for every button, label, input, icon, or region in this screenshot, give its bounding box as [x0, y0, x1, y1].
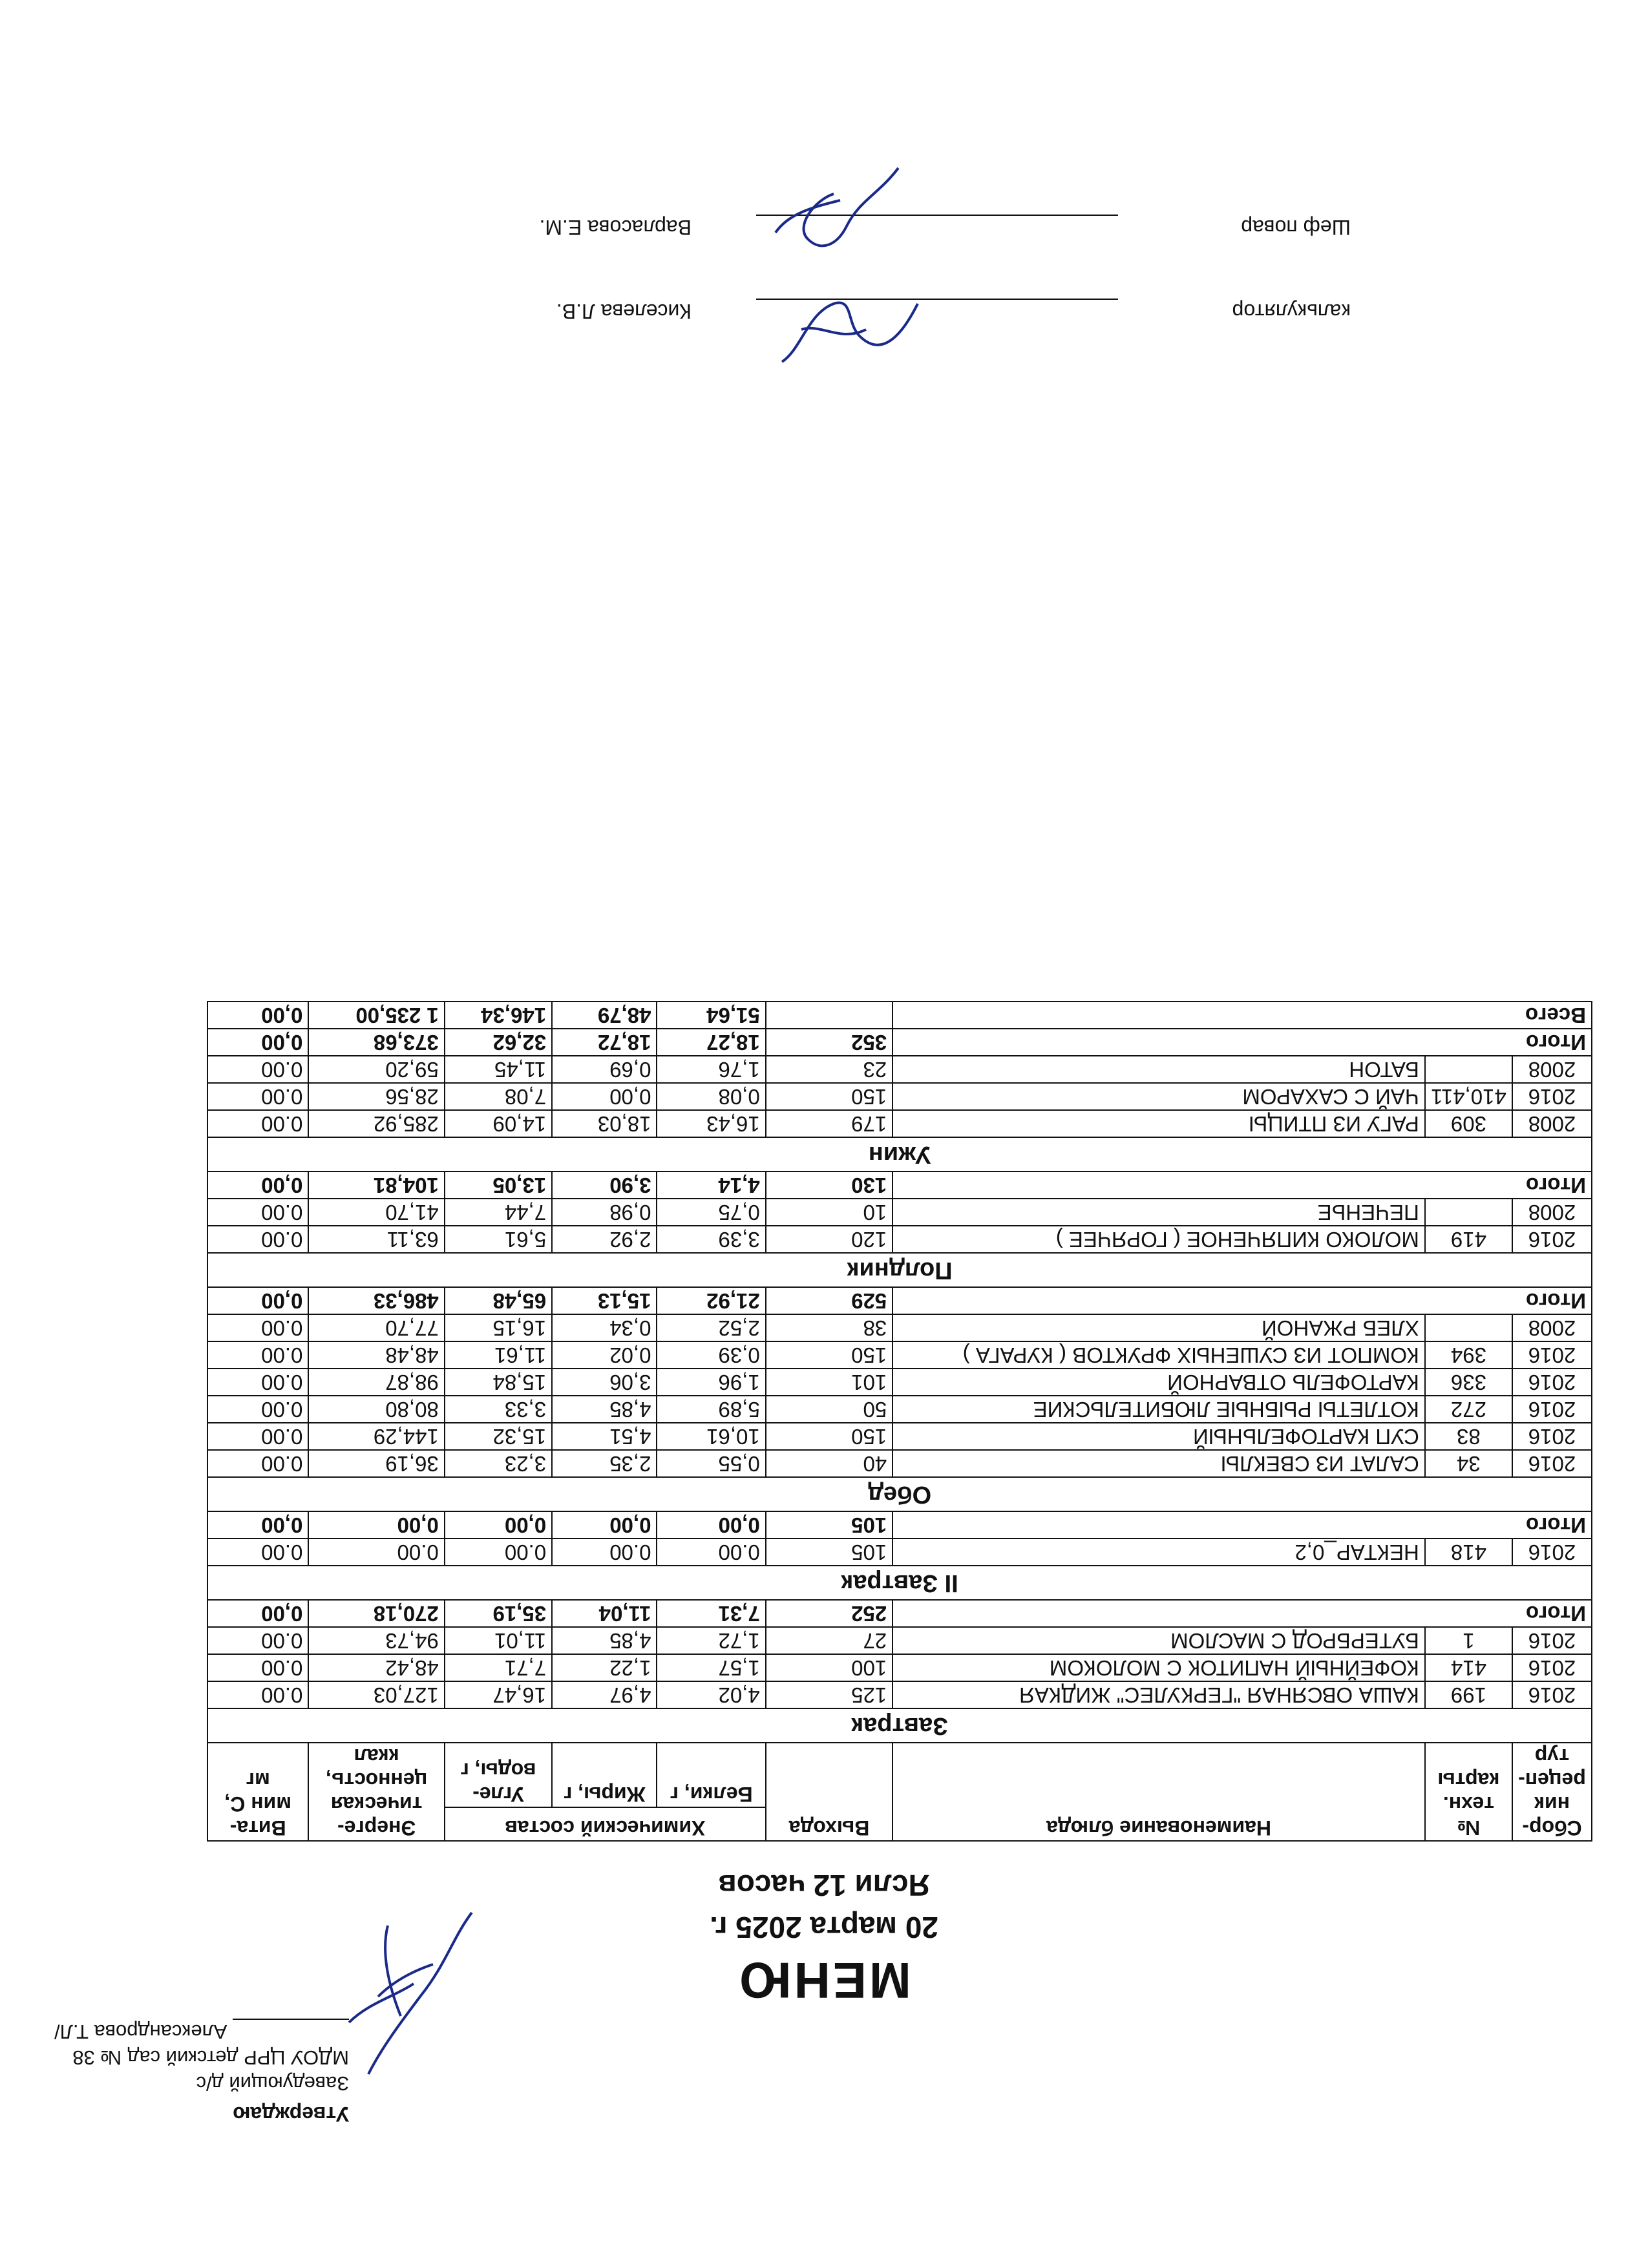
carb-cell: 5,61 [445, 1226, 552, 1253]
output-cell: 120 [766, 1226, 893, 1253]
card-cell: 336 [1425, 1369, 1512, 1396]
section-total-row [207, 1600, 1592, 1627]
total-out-cell: 130 [766, 1171, 893, 1199]
vitamin-cell: 0.00 [207, 1110, 308, 1137]
total-label-cell: Итого [893, 1287, 1592, 1314]
table-row [207, 1450, 1592, 1477]
energy-cell: 127,03 [308, 1681, 444, 1708]
chef-name: Варласова Е.М. [539, 216, 692, 239]
total-v-cell: 0,00 [207, 1600, 308, 1627]
card-cell [1425, 1314, 1512, 1341]
chef-role: Шеф повар [1241, 216, 1351, 239]
section-title: Завтрак [207, 1708, 1592, 1743]
dish-name-cell: НЕКТАР_0,2 [893, 1538, 1425, 1566]
carb-cell: 0.00 [445, 1538, 552, 1566]
carb-cell: 7,08 [445, 1083, 552, 1110]
collection-cell: 2016 [1512, 1627, 1592, 1654]
fat-cell: 18,03 [552, 1110, 657, 1137]
fat-cell: 4,85 [552, 1396, 657, 1423]
energy-cell: 0.00 [308, 1538, 444, 1566]
total-e-cell: 373,68 [308, 1029, 444, 1056]
vitamin-cell: 0.00 [207, 1314, 308, 1341]
total-f-cell: 3,90 [552, 1171, 657, 1199]
grand-total-f-cell: 48,79 [552, 1002, 657, 1029]
card-cell: 309 [1425, 1110, 1512, 1137]
menu-title: МЕНЮ [737, 1952, 911, 2009]
total-v-cell: 0,00 [207, 1511, 308, 1538]
output-cell: 40 [766, 1450, 893, 1477]
protein-cell: 16,43 [657, 1110, 765, 1137]
col-header-carb: Угле-воды, г [445, 1743, 552, 1807]
dish-name-cell: ПЕЧЕНЬЕ [893, 1199, 1425, 1226]
table-row [207, 1110, 1592, 1137]
total-c-cell: 65,48 [445, 1287, 552, 1314]
section-header-row [207, 1137, 1592, 1171]
carb-cell: 15,32 [445, 1423, 552, 1450]
table-row [207, 1538, 1592, 1566]
total-f-cell: 0,00 [552, 1511, 657, 1538]
fat-cell: 4,85 [552, 1627, 657, 1654]
energy-cell: 285,92 [308, 1110, 444, 1137]
carb-cell: 16,47 [445, 1681, 552, 1708]
table-row [207, 1056, 1592, 1083]
card-cell [1425, 1199, 1512, 1226]
vitamin-cell: 0.00 [207, 1083, 308, 1110]
fat-cell: 0,69 [552, 1056, 657, 1083]
total-c-cell: 13,05 [445, 1171, 552, 1199]
collection-cell: 2008 [1512, 1110, 1592, 1137]
grand-total-e-cell: 1 235,00 [308, 1002, 444, 1029]
section-total-row [207, 1029, 1592, 1056]
protein-cell: 1,76 [657, 1056, 765, 1083]
approval-title: Утверждаю [233, 2103, 349, 2126]
dish-name-cell: КАРТОФЕЛЬ ОТВАРНОЙ [893, 1369, 1425, 1396]
section-title: Полдник [207, 1253, 1592, 1287]
dish-name-cell: БУТЕРБРОД С МАСЛОМ [893, 1627, 1425, 1654]
output-cell: 125 [766, 1681, 893, 1708]
table-row [207, 1341, 1592, 1369]
total-f-cell: 15,13 [552, 1287, 657, 1314]
energy-cell: 144,29 [308, 1423, 444, 1450]
vitamin-cell: 0.00 [207, 1056, 308, 1083]
energy-cell: 36,19 [308, 1450, 444, 1477]
protein-cell: 0,55 [657, 1450, 765, 1477]
vitamin-cell: 0.00 [207, 1226, 308, 1253]
calculator-role: калькулятор [1232, 300, 1351, 323]
total-out-cell: 105 [766, 1511, 893, 1538]
collection-cell: 2016 [1512, 1369, 1592, 1396]
collection-cell: 2016 [1512, 1423, 1592, 1450]
dish-name-cell: КАША ОВСЯНАЯ "ГЕРКУЛЕС" ЖИДКАЯ [893, 1681, 1425, 1708]
total-out-cell: 352 [766, 1029, 893, 1056]
table-row [207, 1226, 1592, 1253]
dish-name-cell: КОФЕЙНЫЙ НАПИТОК С МОЛОКОМ [893, 1654, 1425, 1681]
energy-cell: 98,87 [308, 1369, 444, 1396]
carb-cell: 16,15 [445, 1314, 552, 1341]
output-cell: 23 [766, 1056, 893, 1083]
grand-total-label-cell: Всего [893, 1002, 1592, 1029]
table-row [207, 1199, 1592, 1226]
card-cell: 419 [1425, 1226, 1512, 1253]
table-row [207, 1423, 1592, 1450]
protein-cell: 1,96 [657, 1369, 765, 1396]
table-row [207, 1654, 1592, 1681]
approval-position: Заведующий д/с [196, 2072, 349, 2095]
energy-cell: 77,70 [308, 1314, 444, 1341]
total-e-cell: 0,00 [308, 1511, 444, 1538]
grand-total-row [207, 1002, 1592, 1029]
fat-cell: 0,00 [552, 1083, 657, 1110]
output-cell: 179 [766, 1110, 893, 1137]
col-header-collection: Сбор-ник рецеп-тур [1512, 1743, 1592, 1841]
approval-organization: МДОУ ЦРР детский сад № 38 [72, 2046, 349, 2069]
energy-cell: 59,20 [308, 1056, 444, 1083]
protein-cell: 0,08 [657, 1083, 765, 1110]
total-out-cell: 529 [766, 1287, 893, 1314]
card-cell: 34 [1425, 1450, 1512, 1477]
vitamin-cell: 0.00 [207, 1538, 308, 1566]
fat-cell: 0,34 [552, 1314, 657, 1341]
table-row [207, 1396, 1592, 1423]
table-row [207, 1369, 1592, 1396]
total-e-cell: 486,33 [308, 1287, 444, 1314]
total-p-cell: 21,92 [657, 1287, 765, 1314]
vitamin-cell: 0.00 [207, 1681, 308, 1708]
card-cell: 410,411 [1425, 1083, 1512, 1110]
output-cell: 27 [766, 1627, 893, 1654]
fat-cell: 2,92 [552, 1226, 657, 1253]
grand-total-v-cell: 0,00 [207, 1002, 308, 1029]
col-header-energy: Энерге-тическая ценность, ккал [308, 1743, 444, 1841]
protein-cell: 3,39 [657, 1226, 765, 1253]
total-p-cell: 7,31 [657, 1600, 765, 1627]
protein-cell: 0,75 [657, 1199, 765, 1226]
menu-table-body [207, 1002, 1592, 1743]
dish-name-cell: СУП КАРТОФЕЛЬНЫЙ [893, 1423, 1425, 1450]
protein-cell: 1,72 [657, 1627, 765, 1654]
output-cell: 101 [766, 1369, 893, 1396]
card-cell: 272 [1425, 1396, 1512, 1423]
section-header-row [207, 1477, 1592, 1511]
total-p-cell: 4,14 [657, 1171, 765, 1199]
energy-cell: 80,80 [308, 1396, 444, 1423]
collection-cell: 2008 [1512, 1199, 1592, 1226]
dish-name-cell: МОЛОКО КИПЯЧЕНОЕ ( ГОРЯЧЕЕ ) [893, 1226, 1425, 1253]
fat-cell: 0,02 [552, 1341, 657, 1369]
carb-cell: 7,71 [445, 1654, 552, 1681]
table-row [207, 1627, 1592, 1654]
section-header-row [207, 1253, 1592, 1287]
dish-name-cell: САЛАТ ИЗ СВЕКЛЫ [893, 1450, 1425, 1477]
col-header-output: Выхода [766, 1743, 893, 1841]
vitamin-cell: 0.00 [207, 1199, 308, 1226]
total-out-cell: 252 [766, 1600, 893, 1627]
total-label-cell: Итого [893, 1600, 1592, 1627]
menu-date: 20 марта 2025 г. [710, 1911, 938, 1944]
output-cell: 10 [766, 1199, 893, 1226]
output-cell: 50 [766, 1396, 893, 1423]
fat-cell: 0,98 [552, 1199, 657, 1226]
vitamin-cell: 0.00 [207, 1627, 308, 1654]
total-c-cell: 0,00 [445, 1511, 552, 1538]
output-cell: 150 [766, 1423, 893, 1450]
output-cell: 150 [766, 1341, 893, 1369]
fat-cell: 1,22 [552, 1654, 657, 1681]
section-header-row [207, 1708, 1592, 1743]
total-e-cell: 104,81 [308, 1171, 444, 1199]
dish-name-cell: БАТОН [893, 1056, 1425, 1083]
output-cell: 100 [766, 1654, 893, 1681]
total-c-cell: 32,62 [445, 1029, 552, 1056]
output-cell: 105 [766, 1538, 893, 1566]
vitamin-cell: 0.00 [207, 1450, 308, 1477]
dish-name-cell: КОМПОТ ИЗ СУШЕНЫХ ФРУКТОВ ( КУРАГА ) [893, 1341, 1425, 1369]
grand-total-c-cell: 146,34 [445, 1002, 552, 1029]
chef-signature [763, 155, 918, 265]
collection-cell: 2016 [1512, 1681, 1592, 1708]
vitamin-cell: 0.00 [207, 1654, 308, 1681]
fat-cell: 4,51 [552, 1423, 657, 1450]
protein-cell: 1,57 [657, 1654, 765, 1681]
protein-cell: 5,89 [657, 1396, 765, 1423]
energy-cell: 48,48 [308, 1341, 444, 1369]
calculator-name: Киселева Л.В. [556, 300, 692, 323]
calculator-signature [763, 278, 931, 381]
carb-cell: 3,33 [445, 1396, 552, 1423]
energy-cell: 48,42 [308, 1654, 444, 1681]
protein-cell: 4,02 [657, 1681, 765, 1708]
total-v-cell: 0,00 [207, 1171, 308, 1199]
collection-cell: 2016 [1512, 1083, 1592, 1110]
card-cell: 394 [1425, 1341, 1512, 1369]
col-header-name: Наименование блюда [893, 1743, 1425, 1841]
table-row [207, 1083, 1592, 1110]
col-header-card: № техн. карты [1425, 1743, 1512, 1841]
carb-cell: 11,45 [445, 1056, 552, 1083]
carb-cell: 7,44 [445, 1199, 552, 1226]
section-title: Ужин [207, 1137, 1592, 1171]
table-row [207, 1681, 1592, 1708]
fat-cell: 3,06 [552, 1369, 657, 1396]
total-c-cell: 35,19 [445, 1600, 552, 1627]
approval-block [13, 2019, 349, 2127]
protein-cell: 2,52 [657, 1314, 765, 1341]
card-cell: 1 [1425, 1627, 1512, 1654]
collection-cell: 2016 [1512, 1226, 1592, 1253]
vitamin-cell: 0.00 [207, 1369, 308, 1396]
col-header-fat: Жиры, г [552, 1743, 657, 1807]
carb-cell: 3,23 [445, 1450, 552, 1477]
collection-cell: 2008 [1512, 1314, 1592, 1341]
protein-cell: 10,61 [657, 1423, 765, 1450]
carb-cell: 14,09 [445, 1110, 552, 1137]
approval-head [13, 2019, 349, 2044]
card-cell [1425, 1056, 1512, 1083]
menu-table [207, 1001, 1592, 1842]
section-total-row [207, 1511, 1592, 1538]
collection-cell: 2016 [1512, 1341, 1592, 1369]
collection-cell: 2016 [1512, 1450, 1592, 1477]
fat-cell: 2,35 [552, 1450, 657, 1477]
collection-cell: 2016 [1512, 1538, 1592, 1566]
collection-cell: 2008 [1512, 1056, 1592, 1083]
section-total-row [207, 1287, 1592, 1314]
output-cell: 38 [766, 1314, 893, 1341]
card-cell: 199 [1425, 1681, 1512, 1708]
approval-head-name: Александрова Т.Л/ [54, 2021, 227, 2043]
total-e-cell: 270,18 [308, 1600, 444, 1627]
total-label-cell: Итого [893, 1511, 1592, 1538]
energy-cell: 28,56 [308, 1083, 444, 1110]
card-cell: 418 [1425, 1538, 1512, 1566]
dish-name-cell: РАГУ ИЗ ПТИЦЫ [893, 1110, 1425, 1137]
total-v-cell: 0,00 [207, 1287, 308, 1314]
total-v-cell: 0,00 [207, 1029, 308, 1056]
protein-cell: 0.00 [657, 1538, 765, 1566]
section-total-row [207, 1171, 1592, 1199]
total-f-cell: 18,72 [552, 1029, 657, 1056]
section-title: II Завтрак [207, 1566, 1592, 1600]
total-p-cell: 18,27 [657, 1029, 765, 1056]
carb-cell: 15,84 [445, 1369, 552, 1396]
col-header-vitamin: Вита-мин С, мг [207, 1743, 308, 1841]
energy-cell: 63,11 [308, 1226, 444, 1253]
menu-group: Ясли 12 часов [718, 1869, 930, 1902]
total-label-cell: Итого [893, 1029, 1592, 1056]
total-p-cell: 0,00 [657, 1511, 765, 1538]
dish-name-cell: ХЛЕБ РЖАНОЙ [893, 1314, 1425, 1341]
grand-total-p-cell: 51,64 [657, 1002, 765, 1029]
output-cell: 150 [766, 1083, 893, 1110]
vitamin-cell: 0.00 [207, 1396, 308, 1423]
dish-name-cell: КОТЛЕТЫ РЫБНЫЕ ЛЮБИТЕЛЬСКИЕ [893, 1396, 1425, 1423]
fat-cell: 4,97 [552, 1681, 657, 1708]
vitamin-cell: 0.00 [207, 1341, 308, 1369]
carb-cell: 11,61 [445, 1341, 552, 1369]
card-cell: 83 [1425, 1423, 1512, 1450]
energy-cell: 94,73 [308, 1627, 444, 1654]
collection-cell: 2016 [1512, 1396, 1592, 1423]
energy-cell: 41,70 [308, 1199, 444, 1226]
protein-cell: 0,39 [657, 1341, 765, 1369]
dish-name-cell: ЧАЙ С САХАРОМ [893, 1083, 1425, 1110]
collection-cell: 2016 [1512, 1654, 1592, 1681]
col-header-protein: Белки, г [657, 1743, 765, 1807]
card-cell: 414 [1425, 1654, 1512, 1681]
col-header-chem: Химический состав [445, 1807, 766, 1841]
total-f-cell: 11,04 [552, 1600, 657, 1627]
vitamin-cell: 0.00 [207, 1423, 308, 1450]
section-header-row [207, 1566, 1592, 1600]
table-row [207, 1314, 1592, 1341]
carb-cell: 11,01 [445, 1627, 552, 1654]
grand-total-out-cell [766, 1002, 893, 1029]
section-title: Обед [207, 1477, 1592, 1511]
total-label-cell: Итого [893, 1171, 1592, 1199]
fat-cell: 0.00 [552, 1538, 657, 1566]
